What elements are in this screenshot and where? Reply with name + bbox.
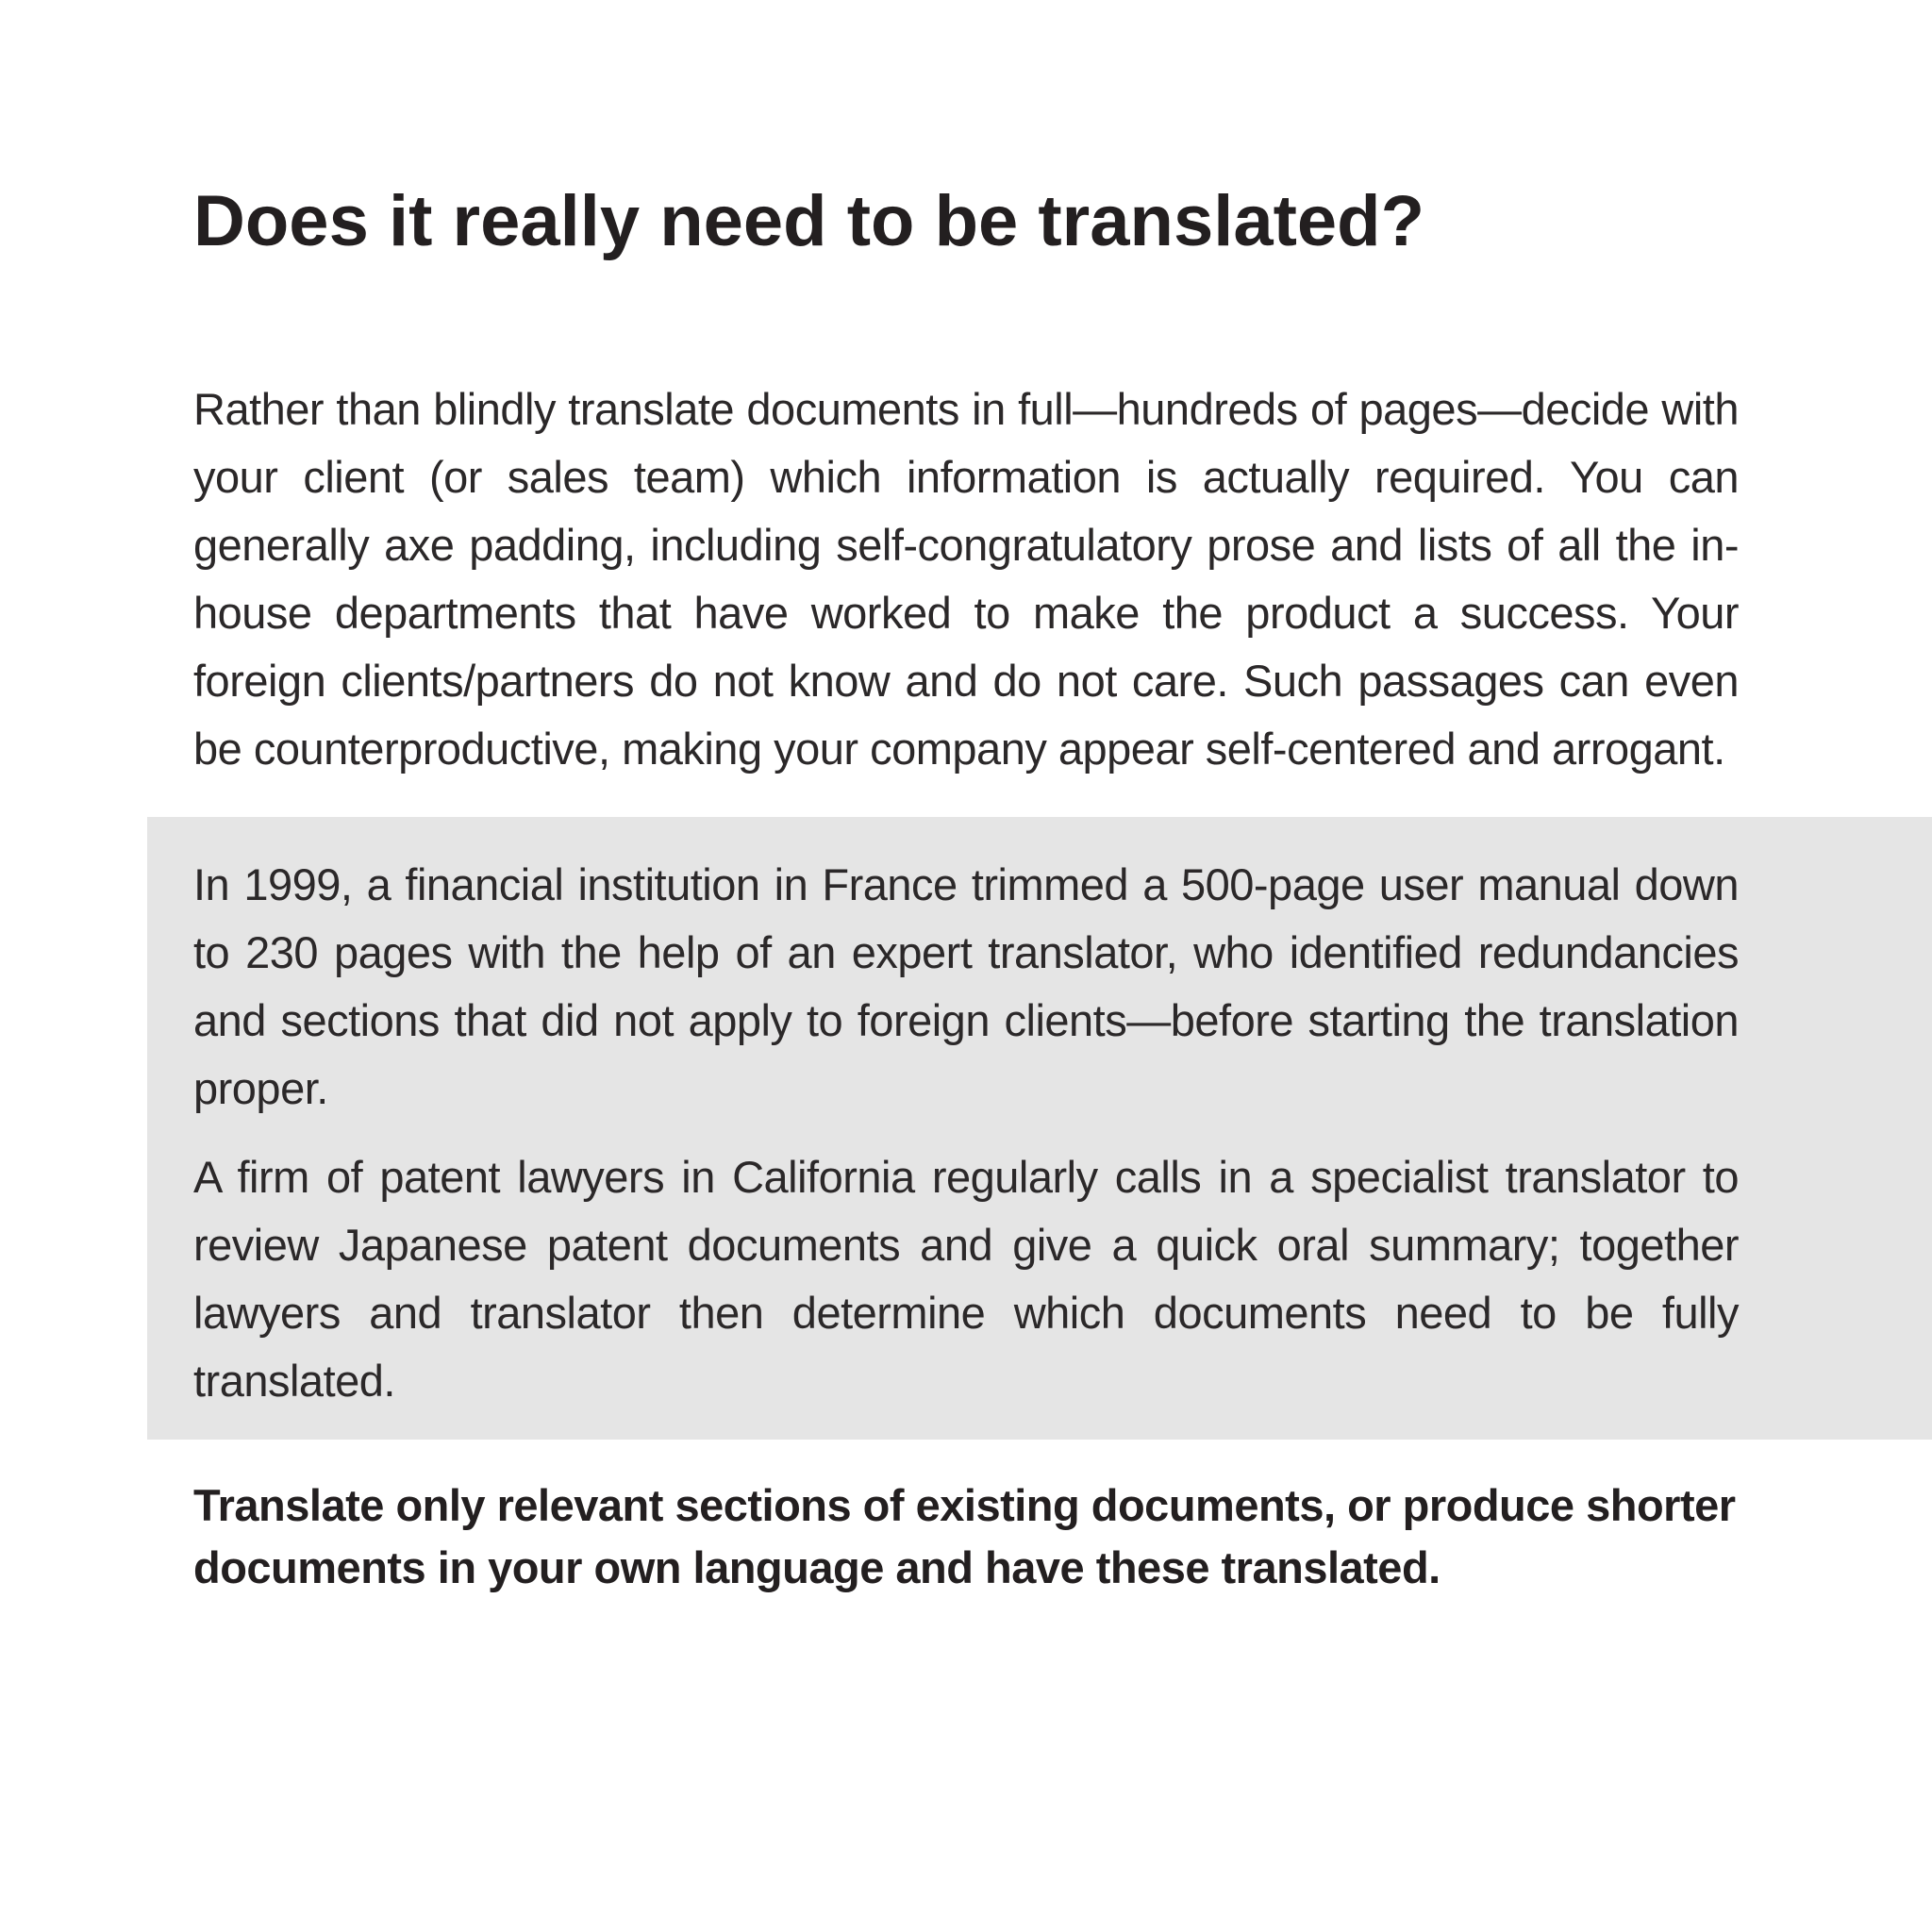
intro-paragraph: Rather than blindly translate documents in full—hundreds of pages—decide with your client (or sales team) which information is actually required. You can generally axe padding, including self-congratulatory prose and lists of all the in-house departments that have worked to make the product a success. Your foreign clients/partners do not know and do not care. Such passages can even be counterproductive, making your company appear self-centered and arrogant. [193, 384, 1739, 774]
page-title: Does it really need to be translated? [193, 181, 1425, 261]
takeaway-statement: Translate only relevant sections of existing documents, or produce shorter documents in your own language and have these translated. [193, 1480, 1736, 1592]
example-paragraph-france: In 1999, a financial institution in France trimmed a 500-page user manual down to 230 pages with the help of an expert translator, who identified redundancies and sections that did not apply to foreign clients—before starting the translation proper. [193, 859, 1739, 1113]
example-box [147, 817, 1932, 1440]
example-paragraph-california: A firm of patent lawyers in California regularly calls in a specialist translator to review Japanese patent documents and give a quick oral summary; together lawyers and translator then determine which documents need to be fully translated. [193, 1152, 1739, 1406]
